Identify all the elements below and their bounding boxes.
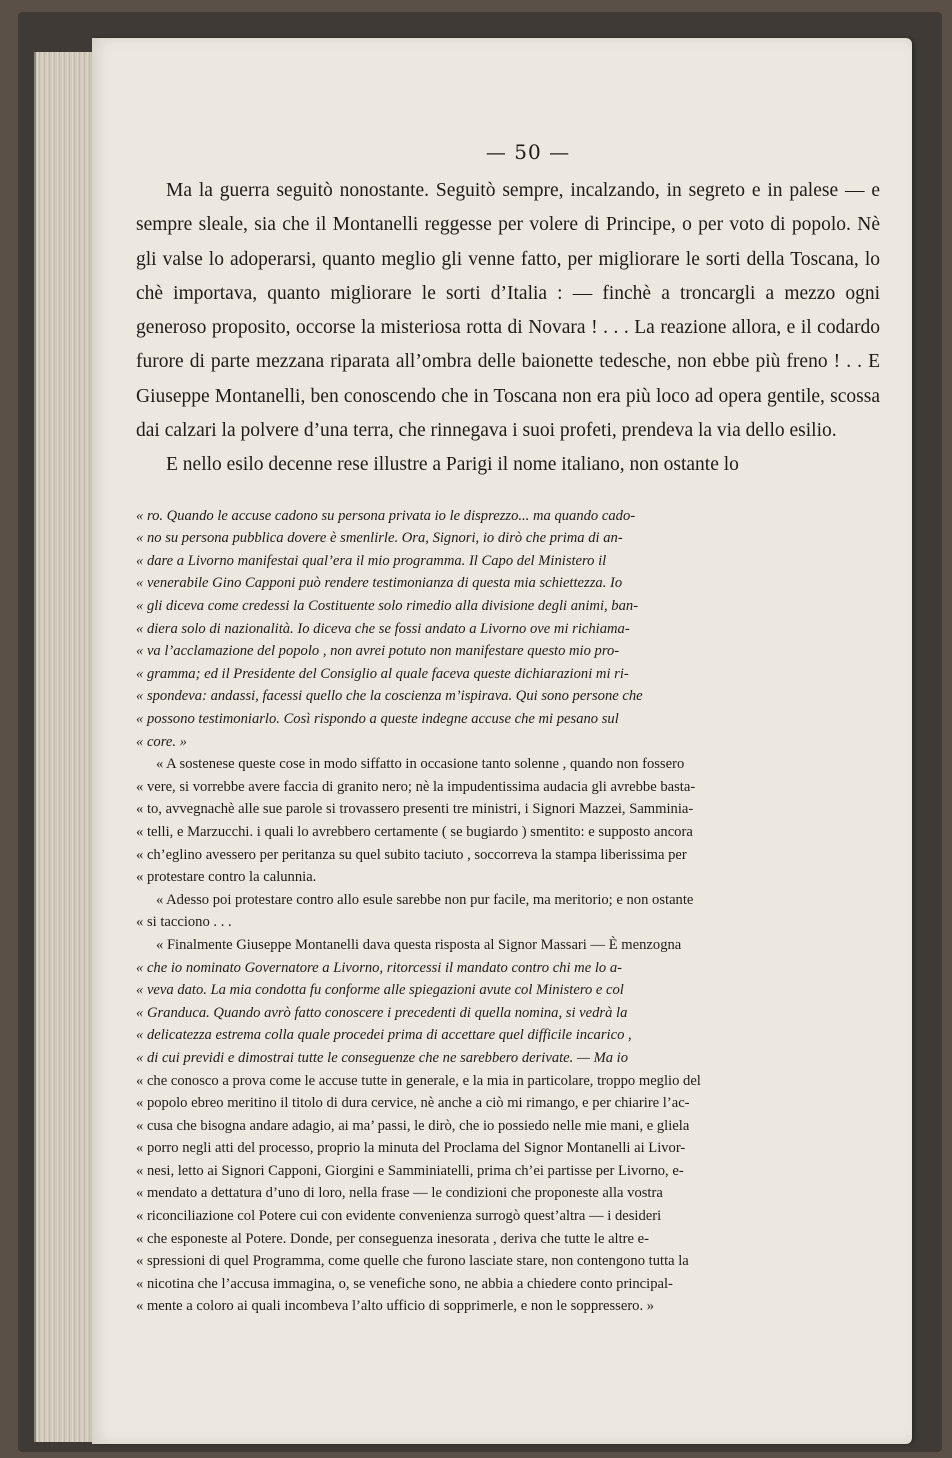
- footnote-line: « to, avvegnachè alle sue parole si trovassero presenti tre ministri, i Signori Mazzei, Samminia-: [136, 801, 694, 818]
- footnote-line: « delicatezza estrema colla quale procedei prima di accettare quel difficile incarico ,: [136, 1027, 632, 1044]
- footnote-line: « dare a Livorno manifestai qual’era il mio programma. Il Capo del Ministero il: [136, 552, 607, 569]
- page-number: — 50 —: [485, 140, 571, 164]
- footnote-line: « mente a coloro ai quali incombeva l’alto ufficio di sopprimerle, e non le soppressero. »: [136, 1298, 655, 1315]
- footnote-line: « protestare contro la calunnia.: [136, 869, 317, 886]
- paragraph: Ma la guerra seguitò nonostante. Seguitò sempre, incalzando, in segreto e in palese — e sempre sleale, sia che il Montanelli reggesse per volere di Principe, o per voto di popolo. Nè gli valse lo adoperarsi, quanto meglio gli venne fatto, per migliorare le sorti della Toscana, lo chè importava, quanto migliorare le sorti d’Italia : — finchè a troncargli a mezzo ogni generoso proposito, occorse la misteriosa rotta di Novara ! . . . La reazione allora, e il codardo furore di parte mezzana riparata all’ombra delle baionette tedesche, non ebbe più freno ! . . E Giuseppe Montanelli, ben conoscendo che in Toscana non era più loco ad opera gentile, scossa dai calzari la polvere d’una terra, che rinnegava i suoi profeti, prendeva la via dello esilio.: [136, 180, 880, 442]
- footnote-line: « che esponeste al Potere. Donde, per conseguenza inesorata , deriva che tutte le altre e-: [136, 1230, 649, 1247]
- footnote-line: « Granduca. Quando avrò fatto conoscere i precedenti di quella nomina, si vedrà la: [136, 1004, 628, 1021]
- footnote-line: « telli, e Marzucchi. i quali lo avrebbero certamente ( se bugiardo ) smentito: e supposto ancora: [136, 823, 693, 840]
- paragraph: E nello esilo decenne rese illustre a Parigi il nome italiano, non ostante lo: [166, 454, 739, 476]
- footnote-line: « vere, si vorrebbe avere faccia di granito nero; nè la impudentissima audacia gli avrebbe basta-: [136, 778, 696, 795]
- footnote-line: « core. »: [136, 733, 187, 750]
- footnote-line: « riconciliazione col Potere cui con evidente convenienza surrogò quest’altra — i desideri: [136, 1208, 662, 1225]
- footnote-line: « venerabile Gino Capponi può rendere testimonianza di questa mia schiettezza. Io: [136, 575, 623, 592]
- footnote-line: « veva dato. La mia condotta fu conforme alle spiegazioni avute col Ministero e col: [136, 982, 624, 999]
- footnote-line: « Adesso poi protestare contro allo esule sarebbe non pur facile, ma meritorio; e non ostante: [156, 891, 694, 908]
- footnote-line: « va l’acclamazione del popolo , non avrei potuto non manifestare questo mio pro-: [136, 643, 620, 660]
- page-content: [136, 140, 880, 1318]
- footnote-line: « di cui previdi e dimostrai tutte le conseguenze che ne sarebbero derivate. — Ma io: [136, 1049, 629, 1066]
- main-text: [136, 174, 880, 483]
- footnote-line: « spressioni di quel Programma, come quelle che furono lasciate stare, non contengono tutta la: [136, 1253, 689, 1270]
- footnote-line: « cusa che bisogna andare adagio, ai ma’ passi, le dirò, che io possiedo nelle mie mani, e gliela: [136, 1117, 690, 1134]
- footnote-line: « che conosco a prova come le accuse tutte in generale, e la mia in particolare, troppo meglio del: [136, 1072, 701, 1089]
- footnote-line: « porro negli atti del processo, proprio la minuta del Proclama del Signor Montanelli ai Livor-: [136, 1140, 686, 1157]
- footnote-line: « Finalmente Giuseppe Montanelli dava questa risposta al Signor Massari — È menzogna: [156, 936, 682, 953]
- footnote-line: « possono testimoniarlo. Così rispondo a queste indegne accuse che mi pesano sul: [136, 711, 619, 728]
- footnote-line: « popolo ebreo meritino il titolo di dura cervice, nè anche a ciò mi rimango, e per chiarire l’ac-: [136, 1095, 690, 1112]
- footnote-line: « nicotina che l’accusa immagina, o, se venefiche sono, ne abbia a chiedere conto principal-: [136, 1275, 673, 1292]
- footnote-line: « no su persona pubblica dovere è smenlirle. Ora, Signori, io dirò che prima di an-: [136, 530, 623, 547]
- footnote-line: « gramma; ed il Presidente del Consiglio al quale faceva queste dichiarazioni mi ri-: [136, 665, 629, 682]
- footnote-line: « che io nominato Governatore a Livorno, ritorcessi il mandato contro chi me lo a-: [136, 959, 622, 976]
- footnote-line: « si tacciono . . .: [136, 914, 232, 931]
- footnote-line: « A sostenese queste cose in modo siffatto in occasione tanto solenne , quando non fossero: [156, 756, 685, 773]
- footnote-line: « ro. Quando le accuse cadono su persona privata io le disprezzo... ma quando cado-: [136, 507, 636, 524]
- footnote-line: « gli diceva come credessi la Costituente solo rimedio alla divisione degli animi, ban-: [136, 598, 639, 615]
- footnotes: [136, 505, 880, 1318]
- footnote-line: « nesi, letto ai Signori Capponi, Giorgini e Samminiatelli, prima ch’ei partisse per Livorno, e-: [136, 1162, 684, 1179]
- footnote-line: « ch’eglino avessero per peritanza su quel subito taciuto , soccorreva la stampa liberissima per: [136, 846, 687, 863]
- footnote-line: « spondeva: andassi, facessi quello che la coscienza m’ispirava. Qui sono persone che: [136, 688, 643, 705]
- footnote-line: « diera solo di nazionalità. Io diceva che se fossi andato a Livorno ove mi richiama-: [136, 620, 630, 637]
- footnote-line: « mendato a dettatura d’uno di loro, nella frase — le condizioni che proponeste alla vostra: [136, 1185, 663, 1202]
